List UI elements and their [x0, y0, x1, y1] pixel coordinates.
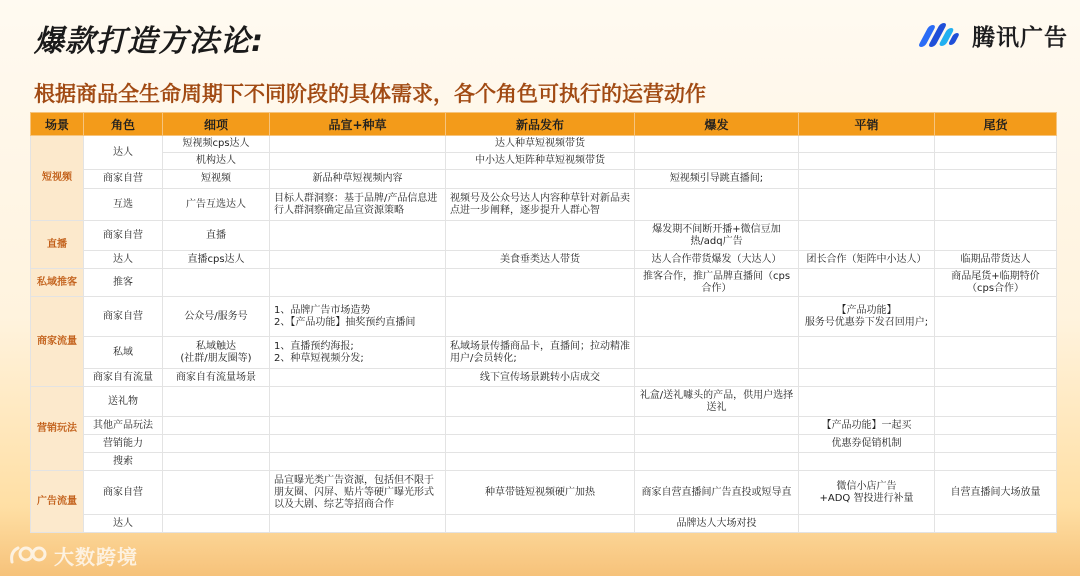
- table-row: [31, 153, 1057, 170]
- detail-cell: 广告互选达人: [163, 189, 270, 221]
- cell: [270, 251, 446, 269]
- header-brand-seeding: 品宣+种草: [270, 113, 446, 136]
- cell: 商品尾货+临期特价（cps合作）: [935, 269, 1057, 297]
- detail-cell: [163, 269, 270, 297]
- header-steady-sales: 平销: [799, 113, 935, 136]
- header-burst: 爆发: [635, 113, 799, 136]
- table-row: [31, 515, 1057, 533]
- detail-cell: 短视频cps达人: [163, 136, 270, 153]
- cell: [270, 515, 446, 533]
- detail-cell: 私域触达 (社群/朋友圈等): [163, 337, 270, 369]
- detail-cell: 机构达人: [163, 153, 270, 170]
- tencent-ads-logo-icon: [916, 20, 966, 50]
- cell: [446, 515, 635, 533]
- cell: 微信小店广告 +ADQ 智投进行补量: [799, 471, 935, 515]
- page-title: 爆款打造方法论:: [34, 24, 264, 59]
- table-row: [31, 453, 1057, 471]
- strategy-table: [30, 112, 1057, 533]
- cell: 优惠券促销机制: [799, 435, 935, 453]
- role-cell: 搜索: [84, 453, 163, 471]
- cell: 种草带链短视频硬广加热: [446, 471, 635, 515]
- cell: [635, 136, 799, 153]
- cell: 品牌达人大场对投: [635, 515, 799, 533]
- cell: 推客合作，推广品牌直播间（cps合作）: [635, 269, 799, 297]
- cell: 短视频引导跳直播间;: [635, 170, 799, 189]
- cell: [635, 297, 799, 337]
- cell: [446, 453, 635, 471]
- cell: [635, 435, 799, 453]
- cell: [270, 369, 446, 387]
- cell: 临期品带货达人: [935, 251, 1057, 269]
- role-cell: 达人: [84, 136, 163, 170]
- detail-cell: [163, 435, 270, 453]
- cell: [270, 136, 446, 153]
- cell: 爆发期不间断开播+微信豆加热/adq广告: [635, 221, 799, 251]
- detail-cell: [163, 453, 270, 471]
- table-row: [31, 435, 1057, 453]
- detail-cell: [163, 387, 270, 417]
- header-new-launch: 新品发布: [446, 113, 635, 136]
- cell: [446, 221, 635, 251]
- cell: 达人种草短视频带货: [446, 136, 635, 153]
- cell: [270, 269, 446, 297]
- cell: [799, 369, 935, 387]
- scene-marketing-play: 营销玩法: [31, 387, 84, 471]
- cell: [270, 435, 446, 453]
- cell: 自营直播间大场放量: [935, 471, 1057, 515]
- cell: [935, 387, 1057, 417]
- table-row: [31, 136, 1057, 153]
- cell: [935, 337, 1057, 369]
- page-subtitle: 根据商品全生命周期下不同阶段的具体需求，各个角色可执行的运营动作: [34, 82, 706, 106]
- cell: 1、品牌广告市场造势 2、【产品功能】抽奖预约直播间: [270, 297, 446, 337]
- cell: [446, 269, 635, 297]
- cell: [270, 453, 446, 471]
- cell: [446, 435, 635, 453]
- cell: [635, 417, 799, 435]
- cell: [446, 297, 635, 337]
- role-cell: 商家自营: [84, 221, 163, 251]
- cell: [935, 435, 1057, 453]
- cell: [270, 417, 446, 435]
- cell: 目标人群洞察：基于品牌/产品信息进行人群洞察确定品宣资源策略: [270, 189, 446, 221]
- role-cell: 商家自有流量: [84, 369, 163, 387]
- logo-text: 腾讯广告: [972, 24, 1068, 51]
- cell: [935, 153, 1057, 170]
- role-cell: 推客: [84, 269, 163, 297]
- cell: [935, 189, 1057, 221]
- scene-private-promoter: 私域推客: [31, 269, 84, 297]
- cell: 【产品功能】一起买: [799, 417, 935, 435]
- cell: 团长合作（矩阵中小达人）: [799, 251, 935, 269]
- cell: [270, 387, 446, 417]
- header-scene: 场景: [31, 113, 84, 136]
- role-cell: 其他产品玩法: [84, 417, 163, 435]
- role-cell: 商家自营: [84, 170, 163, 189]
- cell: [935, 170, 1057, 189]
- table-row: [31, 269, 1057, 297]
- cell: 【产品功能】 服务号优惠券下发召回用户;: [799, 297, 935, 337]
- cell: [799, 515, 935, 533]
- role-cell: 营销能力: [84, 435, 163, 453]
- cell: 美食垂类达人带货: [446, 251, 635, 269]
- header-detail: 细项: [163, 113, 270, 136]
- brand-logo: [916, 18, 1068, 52]
- detail-cell: 商家自有流量场景: [163, 369, 270, 387]
- cell: 新品种草短视频内容: [270, 170, 446, 189]
- scene-merchant-traffic: 商家流量: [31, 297, 84, 387]
- cell: 私域场景传播商品卡，直播间；拉动精准用户/会员转化;: [446, 337, 635, 369]
- header-role: 角色: [84, 113, 163, 136]
- role-cell: 送礼物: [84, 387, 163, 417]
- table-row: [31, 471, 1057, 515]
- detail-cell: 直播: [163, 221, 270, 251]
- cell: [446, 387, 635, 417]
- role-cell: 商家自营: [84, 471, 163, 515]
- cell: [935, 515, 1057, 533]
- cell: [799, 337, 935, 369]
- detail-cell: 短视频: [163, 170, 270, 189]
- role-cell: 互选: [84, 189, 163, 221]
- cell: [446, 417, 635, 435]
- cell: [799, 153, 935, 170]
- table-row: [31, 189, 1057, 221]
- cell: [635, 153, 799, 170]
- cell: [799, 136, 935, 153]
- table-row: [31, 337, 1057, 369]
- cell: [935, 453, 1057, 471]
- cell: 视频号及公众号达人内容种草针对新品卖点进一步阐释，逐步提升人群心智: [446, 189, 635, 221]
- cell: [799, 170, 935, 189]
- cell: 商家自营直播间广告直投或短导直: [635, 471, 799, 515]
- scene-short-video: 短视频: [31, 136, 84, 221]
- cell: 线下宣传场景跳转小店成交: [446, 369, 635, 387]
- cell: [635, 337, 799, 369]
- cell: 达人合作带货爆发（大达人）: [635, 251, 799, 269]
- role-cell: 达人: [84, 515, 163, 533]
- table-row: [31, 170, 1057, 189]
- cell: 礼盒/送礼噱头的产品，供用户选择送礼: [635, 387, 799, 417]
- cell: [635, 189, 799, 221]
- cell: [935, 297, 1057, 337]
- header-clearance: 尾货: [935, 113, 1057, 136]
- cell: [935, 417, 1057, 435]
- cell: [935, 136, 1057, 153]
- role-cell: 商家自营: [84, 297, 163, 337]
- cell: [935, 221, 1057, 251]
- table-row: [31, 297, 1057, 337]
- cell: [935, 369, 1057, 387]
- cell: [799, 189, 935, 221]
- watermark-logo-icon: [8, 542, 48, 568]
- table-row: [31, 417, 1057, 435]
- cell: 中小达人矩阵种草短视频带货: [446, 153, 635, 170]
- cell: [635, 453, 799, 471]
- cell: [270, 221, 446, 251]
- watermark: [8, 540, 138, 570]
- cell: [799, 387, 935, 417]
- detail-cell: [163, 515, 270, 533]
- table-row: [31, 369, 1057, 387]
- cell: [799, 453, 935, 471]
- detail-cell: [163, 471, 270, 515]
- cell: [270, 153, 446, 170]
- cell: [799, 269, 935, 297]
- table-row: [31, 221, 1057, 251]
- cell: [446, 170, 635, 189]
- cell: [635, 369, 799, 387]
- cell: 1、直播预约海报; 2、种草短视频分发;: [270, 337, 446, 369]
- table-header-row: [31, 113, 1057, 136]
- detail-cell: 公众号/服务号: [163, 297, 270, 337]
- role-cell: 私域: [84, 337, 163, 369]
- watermark-text: 大数跨境: [54, 544, 138, 569]
- cell: [799, 221, 935, 251]
- role-cell: 达人: [84, 251, 163, 269]
- table-row: [31, 387, 1057, 417]
- detail-cell: 直播cps达人: [163, 251, 270, 269]
- detail-cell: [163, 417, 270, 435]
- table-row: [31, 251, 1057, 269]
- scene-live: 直播: [31, 221, 84, 269]
- cell: 品宣曝光类广告资源，包括但不限于朋友圈、闪屏、贴片等硬广曝光形式以及大剧、综艺等招商合作: [270, 471, 446, 515]
- scene-ad-traffic: 广告流量: [31, 471, 84, 533]
